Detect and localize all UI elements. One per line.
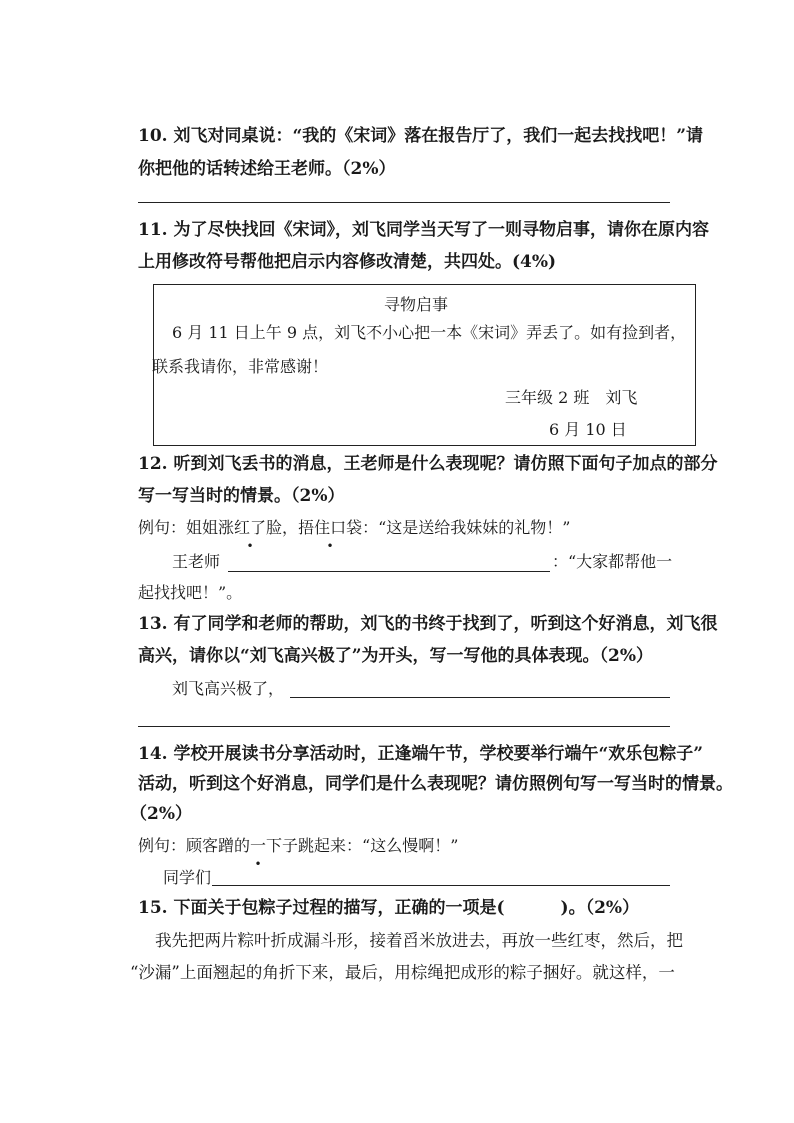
q13-text-line1: 13. 有了同学和老师的帮助，刘飞的书终于找到了，听到这个好消息，刘飞很 xyxy=(138,614,718,634)
q12-example-comma: ， xyxy=(282,518,299,537)
notice-body-line2: 联系我请你，非常感谢！ xyxy=(152,357,329,376)
q10-text-line1: 10. 刘飞对同桌说：“我的《宋词》落在报告厅了，我们一起去找找吧！”请 xyxy=(138,126,704,146)
q12-fill-suffix: ：“大家都帮他一 xyxy=(552,552,673,571)
q14-example xyxy=(138,835,458,857)
q12-example-dotted-1: 涨红了脸 xyxy=(218,518,283,537)
q13-fill-prefix: 刘飞高兴极了， xyxy=(172,679,285,698)
q11-text-line1: 11. 为了尽快找回《宋词》，刘飞同学当天写了一则寻物启事，请你在原内容 xyxy=(138,220,709,240)
q15-stem-text: 15. 下面关于包粽子过程的描写，正确的一项是( xyxy=(138,898,505,918)
q12-example xyxy=(138,517,570,539)
q14-example-pre: 顾客 xyxy=(186,836,219,855)
q12-example-post: ：“这是送给我妹妹的礼物！” xyxy=(362,518,571,537)
q14-example-dotted: 蹭的一下子 • xyxy=(218,835,298,857)
notice-date: 6 月 10 日 xyxy=(549,420,627,439)
q13-text-line2: 高兴，请你以“刘飞高兴极了”为开头，写一写他的具体表现。（2%） xyxy=(138,646,654,666)
q14-example-post: 跳起来：“这么慢啊！” xyxy=(298,836,459,855)
q14-text-line2: 活动，听到这个好消息，同学们是什么表现呢？请仿照例句写一写当时的情景。 xyxy=(138,774,733,794)
q15-passage-line1: 我先把两片粽叶折成漏斗形，接着舀米放进去，再放一些红枣，然后，把 xyxy=(155,931,683,950)
q10-answer-line[interactable] xyxy=(138,202,670,203)
q12-fill-line2: 起找找吧！”。 xyxy=(138,583,243,602)
q15-passage-line2: “沙漏”上面翘起的角折下来，最后，用棕绳把成形的粽子捆好。就这样，一 xyxy=(130,963,675,982)
notice-signature: 三年级 2 班 刘飞 xyxy=(505,388,638,407)
q10-text-line2: 你把他的话转述给王老师。（2%） xyxy=(138,159,396,179)
q15-stem xyxy=(138,897,639,919)
q12-example-pre: 姐姐 xyxy=(186,518,219,537)
q15-stem-end: )。（2%） xyxy=(560,898,640,918)
q13-answer-line-1[interactable] xyxy=(290,697,670,698)
q12-answer-line[interactable] xyxy=(228,571,550,572)
q12-text-line2: 写一写当时的情景。（2%） xyxy=(138,486,345,506)
notice-title: 寻物启事 xyxy=(384,295,449,314)
q14-text-line3: （2%） xyxy=(130,804,192,824)
notice-body-line1: 6 月 11 日上午 9 点，刘飞不小心把一本《宋词》弄丢了。如有捡到者， xyxy=(172,323,687,342)
q12-example-label: 例句： xyxy=(138,518,187,537)
q12-fill-prefix: 王老师 xyxy=(172,552,221,571)
q14-example-label: 例句： xyxy=(138,836,187,855)
q11-text-line2: 上用修改符号帮他把启示内容修改清楚，共四处。(4%) xyxy=(138,252,557,272)
q14-fill-prefix: 同学们 xyxy=(163,868,212,887)
q14-answer-line[interactable] xyxy=(212,885,670,886)
q12-text-line1: 12. 听到刘飞丢书的消息，王老师是什么表现呢？请仿照下面句子加点的部分 xyxy=(138,454,718,474)
q14-text-line1: 14. 学校开展读书分享活动时，正逢端午节，学校要举行端午“欢乐包粽子” xyxy=(138,744,704,764)
q13-answer-line-2[interactable] xyxy=(138,726,670,727)
q12-example-dotted-2: 捂住口袋 xyxy=(298,518,363,537)
